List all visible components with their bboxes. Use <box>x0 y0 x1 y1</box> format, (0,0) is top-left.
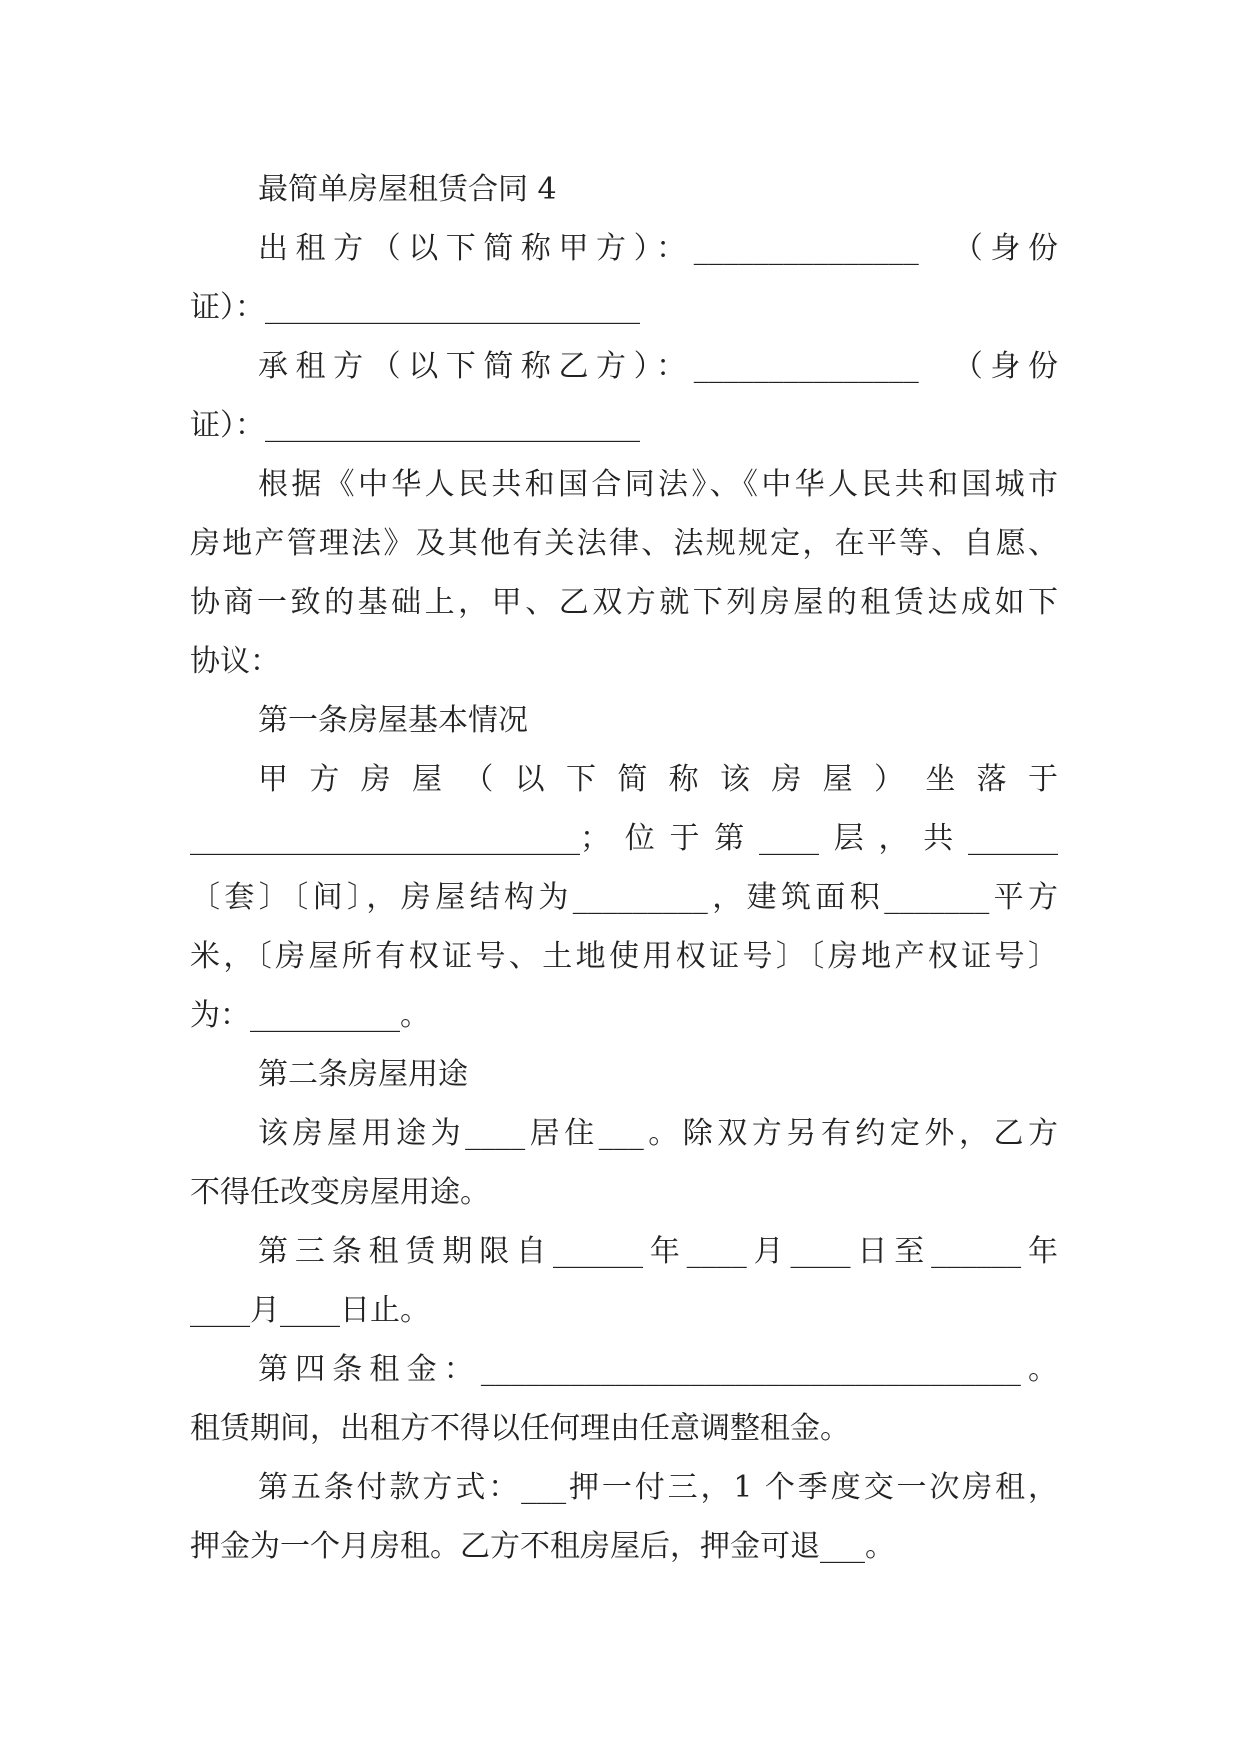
document-page <box>190 160 1058 1576</box>
article-1-line: __________________________；位于第____层，共______ <box>190 821 1058 856</box>
article-3-line: 第三条租赁期限自______年____月____日至______年 <box>258 1234 1058 1269</box>
document-title: 最简单房屋租赁合同 4 <box>258 172 557 207</box>
article-1-line: 米，〔房屋所有权证号、土地使用权证号〕〔房地产权证号〕 <box>190 939 1058 974</box>
article-2-line: 该房屋用途为____居住___。除双方另有约定外，乙方 <box>258 1116 1058 1151</box>
article-5-line: 第五条付款方式：___押一付三，1 个季度交一次房租， <box>258 1470 1058 1505</box>
lessor-id-line: 证）：_________________________ <box>190 290 640 325</box>
preamble-line: 协议： <box>190 644 280 679</box>
article-1-line: 甲方房屋（以下简称该房屋）坐落于 <box>258 762 1058 797</box>
article-4-line: 第四条租金：____________________________________。 <box>258 1352 1058 1387</box>
article-4-line: 租赁期间，出租方不得以任何理由任意调整租金。 <box>190 1411 850 1446</box>
lessee-id-line: 证）：_________________________ <box>190 408 640 443</box>
preamble-line: 根据《中华人民共和国合同法》、《中华人民共和国城市 <box>258 467 1058 502</box>
lessee-line: 承租方（以下简称乙方）：_______________ （身份 <box>258 349 1058 384</box>
article-3-line: ____月____日止。 <box>190 1293 430 1328</box>
article-2-line: 不得任改变房屋用途。 <box>190 1175 490 1210</box>
article-2-heading: 第二条房屋用途 <box>258 1057 468 1092</box>
article-1-line: 〔套〕〔间〕，房屋结构为_________，建筑面积_______平方 <box>190 880 1058 915</box>
article-1-heading: 第一条房屋基本情况 <box>258 703 528 738</box>
preamble-line: 房地产管理法》及其他有关法律、法规规定，在平等、自愿、 <box>190 526 1058 561</box>
article-5-line: 押金为一个月房租。乙方不租房屋后，押金可退___。 <box>190 1529 895 1564</box>
preamble-line: 协商一致的基础上，甲、乙双方就下列房屋的租赁达成如下 <box>190 585 1058 620</box>
article-1-line: 为：__________。 <box>190 998 430 1033</box>
lessor-line: 出租方（以下简称甲方）：_______________ （身份 <box>258 231 1058 266</box>
